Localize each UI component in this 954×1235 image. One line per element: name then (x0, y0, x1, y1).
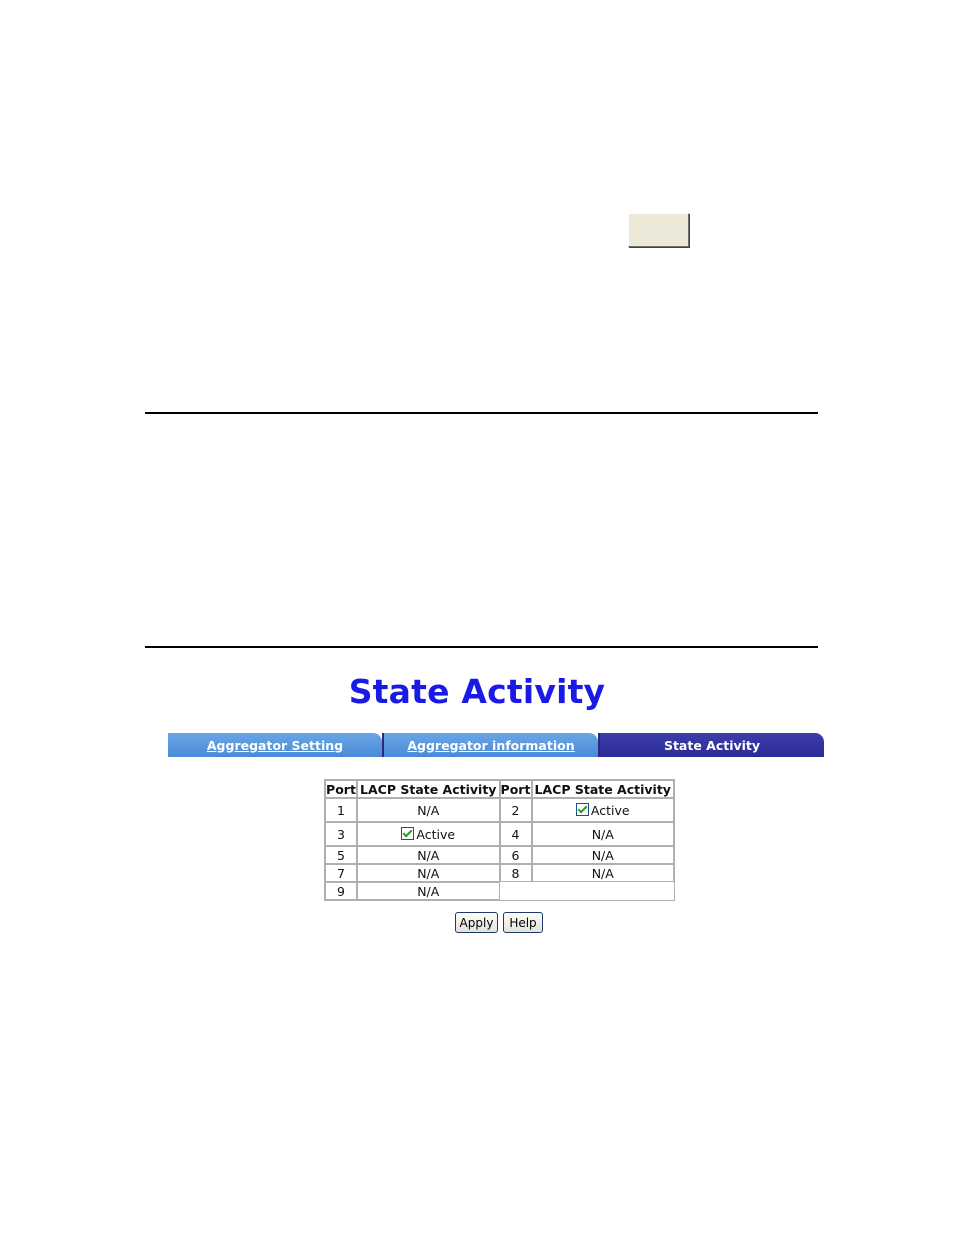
column-header-lacp-state: LACP State Activity (357, 780, 500, 798)
tab-bar (168, 733, 828, 757)
help-button[interactable]: Help (503, 912, 543, 933)
state-cell (532, 798, 675, 822)
apply-button[interactable]: Apply (455, 912, 498, 933)
page-title: State Activity (348, 672, 606, 711)
active-checkbox[interactable] (576, 803, 589, 816)
lacp-state-table (324, 779, 675, 901)
port-number: 3 (325, 822, 357, 846)
state-value: N/A (591, 865, 614, 881)
port-number: 9 (325, 882, 357, 900)
state-cell (357, 864, 500, 882)
column-header-lacp-state: LACP State Activity (532, 780, 675, 798)
state-cell (357, 846, 500, 864)
port-number: 6 (500, 846, 532, 864)
port-number: 4 (500, 822, 532, 846)
active-checkbox[interactable] (401, 827, 414, 840)
state-value: N/A (591, 826, 614, 842)
state-value: N/A (591, 847, 614, 863)
port-number: 2 (500, 798, 532, 822)
table-row (325, 864, 674, 882)
tab-aggregator-setting[interactable]: Aggregator Setting (168, 733, 382, 757)
table-row (325, 798, 674, 822)
table-row (325, 882, 674, 900)
state-value: Active (416, 826, 456, 842)
port-number: 7 (325, 864, 357, 882)
state-value: N/A (417, 847, 440, 863)
state-value: N/A (417, 865, 440, 881)
tab-state-activity[interactable]: State Activity (600, 733, 824, 757)
state-cell (532, 864, 675, 882)
state-value: N/A (417, 802, 440, 818)
port-number: 8 (500, 864, 532, 882)
table-row (325, 822, 674, 846)
tab-aggregator-information[interactable]: Aggregator information (384, 733, 598, 757)
column-header-port: Port (326, 781, 356, 797)
state-cell (357, 822, 500, 846)
state-cell (532, 846, 675, 864)
port-number: 1 (325, 798, 357, 822)
state-cell (357, 798, 500, 822)
table-header-row (325, 780, 674, 798)
horizontal-rule-bottom (145, 646, 818, 648)
port-number: 5 (325, 846, 357, 864)
horizontal-rule-top (145, 412, 818, 414)
column-header-port: Port (500, 781, 531, 797)
state-cell (357, 882, 500, 900)
blank-button[interactable] (628, 213, 689, 247)
state-value: N/A (417, 883, 440, 899)
table-row (325, 846, 674, 864)
state-value: Active (590, 802, 630, 818)
state-cell (532, 822, 675, 846)
empty-cell (500, 882, 675, 900)
